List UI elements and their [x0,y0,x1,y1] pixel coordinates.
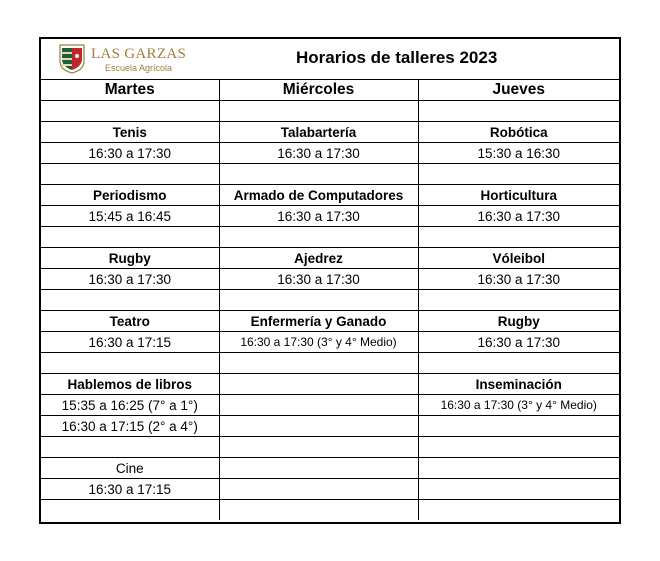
empty-cell [219,500,418,521]
table-row [41,458,619,479]
workshop-name: Periodismo [41,185,219,206]
day-header: Miércoles [219,79,418,101]
day-header-row [41,79,619,101]
logo-subtitle: Escuela Agrícola [105,63,173,73]
schedule-table [41,79,619,520]
empty-cell [41,101,219,122]
workshop-time: 16:30 a 17:30 (3° y 4° Medio) [219,332,418,353]
empty-cell [418,416,619,437]
shield-icon [59,44,85,74]
workshop-time: 16:30 a 17:30 (3° y 4° Medio) [418,395,619,416]
workshop-name: Talabartería [219,122,418,143]
empty-cell [219,458,418,479]
empty-cell [418,290,619,311]
workshop-time: 16:30 a 17:30 [41,269,219,290]
workshop-time: 16:30 a 17:15 [41,332,219,353]
logo-name: LAS GARZAS [91,46,187,62]
workshop-time: 16:30 a 17:15 [41,479,219,500]
empty-cell [219,290,418,311]
table-row [41,290,619,311]
table-row [41,143,619,164]
empty-cell [219,374,418,395]
empty-cell [418,164,619,185]
workshop-time: Cine [41,458,219,479]
empty-cell [219,227,418,248]
empty-cell [41,164,219,185]
table-row [41,395,619,416]
workshop-name: Armado de Computadores [219,185,418,206]
workshop-time: 15:35 a 16:25 (7° a 1°) [41,395,219,416]
table-row [41,353,619,374]
schedule-sheet [39,37,621,524]
workshop-time: 16:30 a 17:30 [418,269,619,290]
workshop-name: Vóleibol [418,248,619,269]
table-row [41,185,619,206]
table-row [41,479,619,500]
empty-cell [418,227,619,248]
empty-cell [418,500,619,521]
header [41,39,619,80]
table-row [41,101,619,122]
table-row [41,374,619,395]
workshop-name: Horticultura [418,185,619,206]
day-header: Jueves [418,79,619,101]
table-row [41,164,619,185]
workshop-name: Hablemos de libros [41,374,219,395]
workshop-time: 16:30 a 17:30 [418,206,619,227]
empty-cell [41,290,219,311]
workshop-name: Ajedrez [219,248,418,269]
workshop-time: 15:45 a 16:45 [41,206,219,227]
empty-cell [41,227,219,248]
table-row [41,437,619,458]
table-row [41,269,619,290]
workshop-time: 16:30 a 17:15 (2° a 4°) [41,416,219,437]
empty-cell [219,164,418,185]
workshop-name: Robótica [418,122,619,143]
table-row [41,122,619,143]
empty-cell [418,101,619,122]
empty-cell [418,437,619,458]
workshop-name: Tenis [41,122,219,143]
school-logo [59,44,219,74]
empty-cell [41,353,219,374]
empty-cell [418,479,619,500]
workshop-name: Rugby [418,311,619,332]
empty-cell [219,479,418,500]
workshop-name: Inseminación [418,374,619,395]
workshop-name: Enfermería y Ganado [219,311,418,332]
table-row [41,227,619,248]
page-title: Horarios de talleres 2023 [296,48,498,67]
table-row [41,332,619,353]
workshop-time: 15:30 a 16:30 [418,143,619,164]
table-row [41,311,619,332]
workshop-time: 16:30 a 17:30 [219,143,418,164]
table-row [41,248,619,269]
empty-cell [418,353,619,374]
empty-cell [41,500,219,521]
day-header: Martes [104,80,155,98]
table-row [41,500,619,521]
empty-cell [219,437,418,458]
empty-cell [219,353,418,374]
empty-cell [219,395,418,416]
workshop-time: 16:30 a 17:30 [418,332,619,353]
empty-cell [41,437,219,458]
workshop-name: Rugby [41,248,219,269]
workshop-name: Teatro [41,311,219,332]
empty-cell [418,458,619,479]
workshop-time: 16:30 a 17:30 [41,143,219,164]
workshop-time: 16:30 a 17:30 [219,206,418,227]
table-row [41,206,619,227]
workshop-time: 16:30 a 17:30 [219,269,418,290]
empty-cell [219,101,418,122]
empty-cell [219,416,418,437]
table-row [41,416,619,437]
